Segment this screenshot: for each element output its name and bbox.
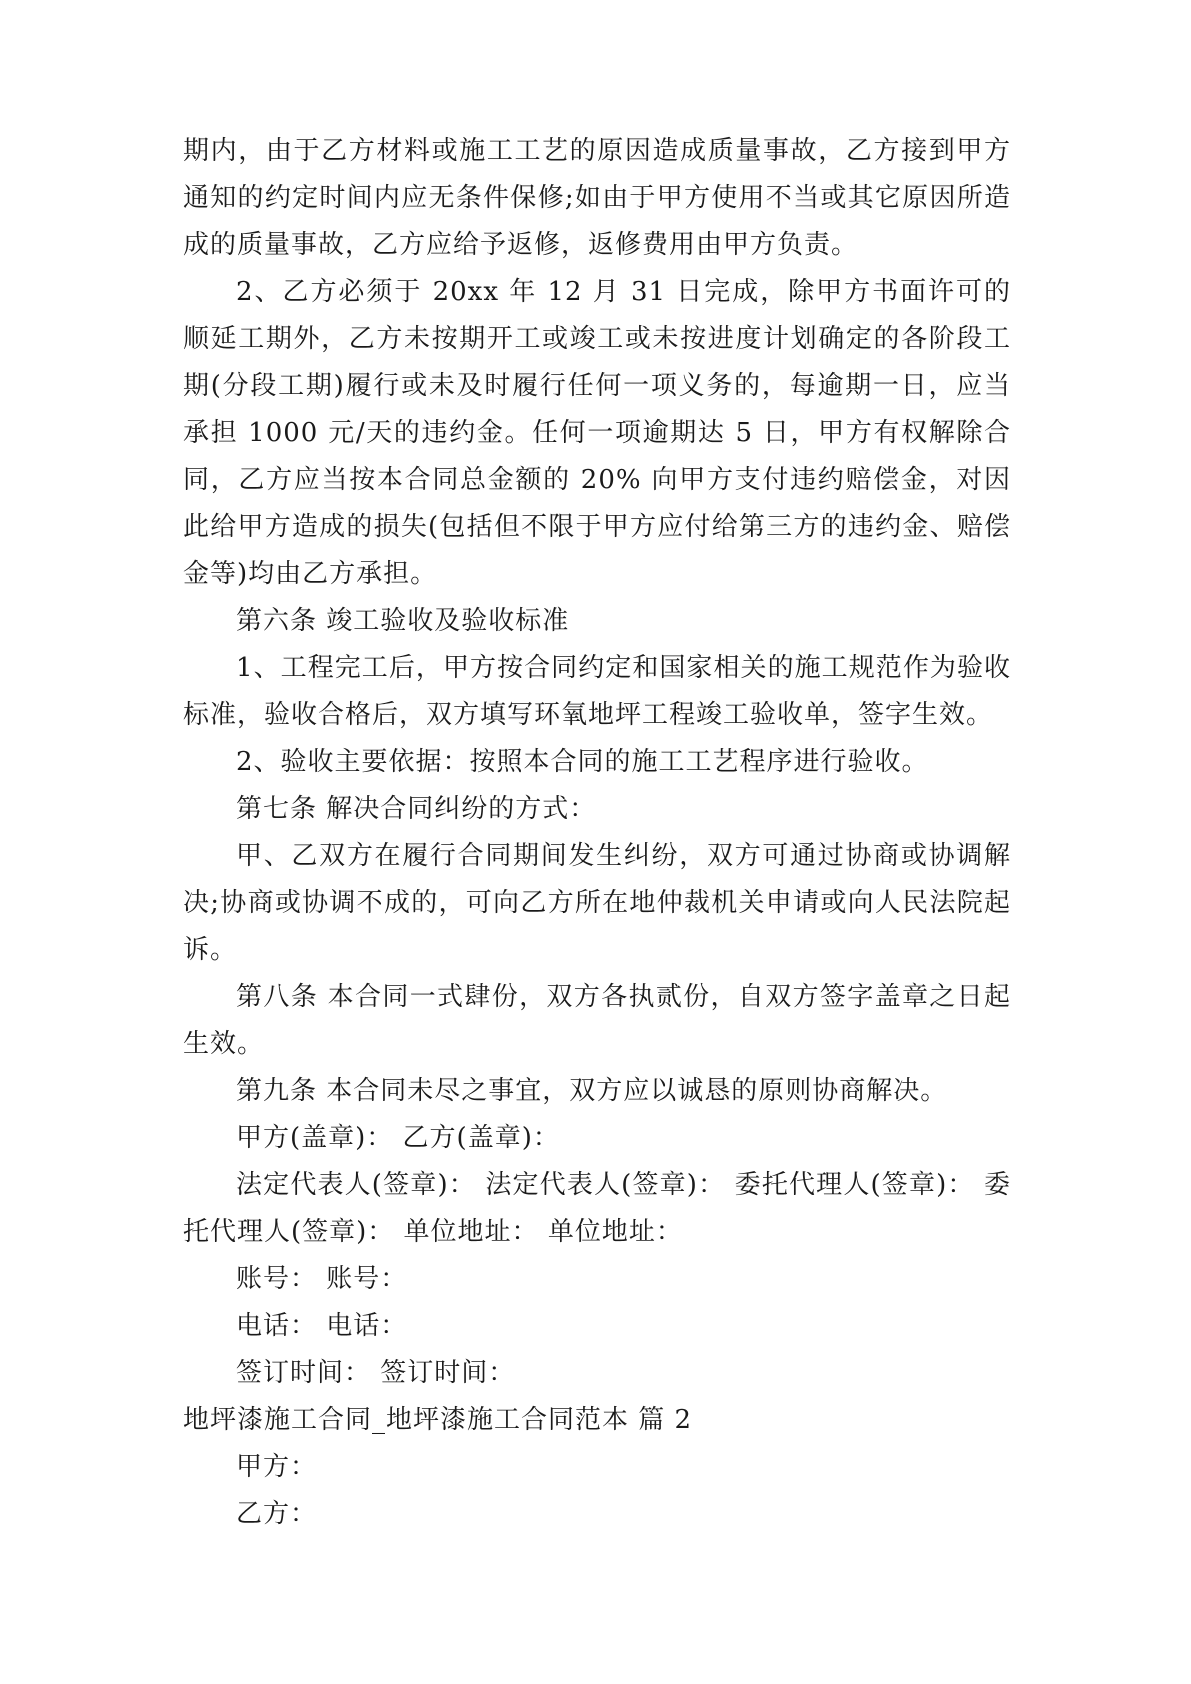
- article-6-heading: 第六条 竣工验收及验收标准: [236, 606, 570, 636]
- signature-seal-line: 甲方(盖章)： 乙方(盖章)：: [236, 1123, 560, 1153]
- signature-account-line: 账号： 账号：: [236, 1264, 408, 1294]
- paragraph-acceptance-basis: 2、验收主要依据：按照本合同的施工工艺程序进行验收。: [236, 747, 929, 777]
- party-a-line: 甲方：: [236, 1452, 318, 1482]
- signature-phone-line: 电话： 电话：: [236, 1311, 408, 1341]
- paragraph-clause-delay-penalty: 2、乙方必须于 20xx 年 12 月 31 日完成，除甲方书面许可的顺延工期外，乙方未按期开工或竣工或未按进度计划确定的各阶段工期(分段工期)履行或未及时履行任何一项义务的，每逾期一日，应当承担 1000 元/天的违约金。任何一项逾期达 5 日，甲方有权解除合同，乙方应当按本合同总金额的 20% 向甲方支付违约赔偿金，对因此给甲方造成的损失(包括但不限于甲方应付给第三方的违约金、赔偿金等)均由乙方承担。: [183, 277, 1011, 589]
- section-title-part-2: 地坪漆施工合同_地坪漆施工合同范本 篇 2: [183, 1405, 693, 1435]
- party-b-line: 乙方：: [236, 1499, 318, 1529]
- article-8-paragraph: 第八条 本合同一式肆份，双方各执贰份，自双方签字盖章之日起生效。: [183, 982, 1011, 1059]
- article-9-paragraph: 第九条 本合同未尽之事宜，双方应以诚恳的原则协商解决。: [236, 1076, 948, 1106]
- article-7-heading: 第七条 解决合同纠纷的方式：: [236, 794, 597, 824]
- paragraph-acceptance-standard: 1、工程完工后，甲方按合同约定和国家相关的施工规范作为验收标准，验收合格后，双方填写环氧地坪工程竣工验收单，签字生效。: [183, 653, 1011, 730]
- paragraph-dispute-resolution: 甲、乙双方在履行合同期间发生纠纷，双方可通过协商或协调解决;协商或协调不成的，可向乙方所在地仲裁机关申请或向人民法院起诉。: [183, 841, 1011, 965]
- signature-representative-line: 法定代表人(签章)： 法定代表人(签章)： 委托代理人(签章)： 委托代理人(签章)： 单位地址： 单位地址：: [183, 1170, 1011, 1247]
- paragraph-warranty-continuation: 期内，由于乙方材料或施工工艺的原因造成质量事故，乙方接到甲方通知的约定时间内应无条件保修;如由于甲方使用不当或其它原因所造成的质量事故，乙方应给予返修，返修费用由甲方负责。: [183, 136, 1011, 260]
- signature-date-line: 签订时间： 签订时间：: [236, 1358, 516, 1388]
- document-body: [183, 128, 1011, 1538]
